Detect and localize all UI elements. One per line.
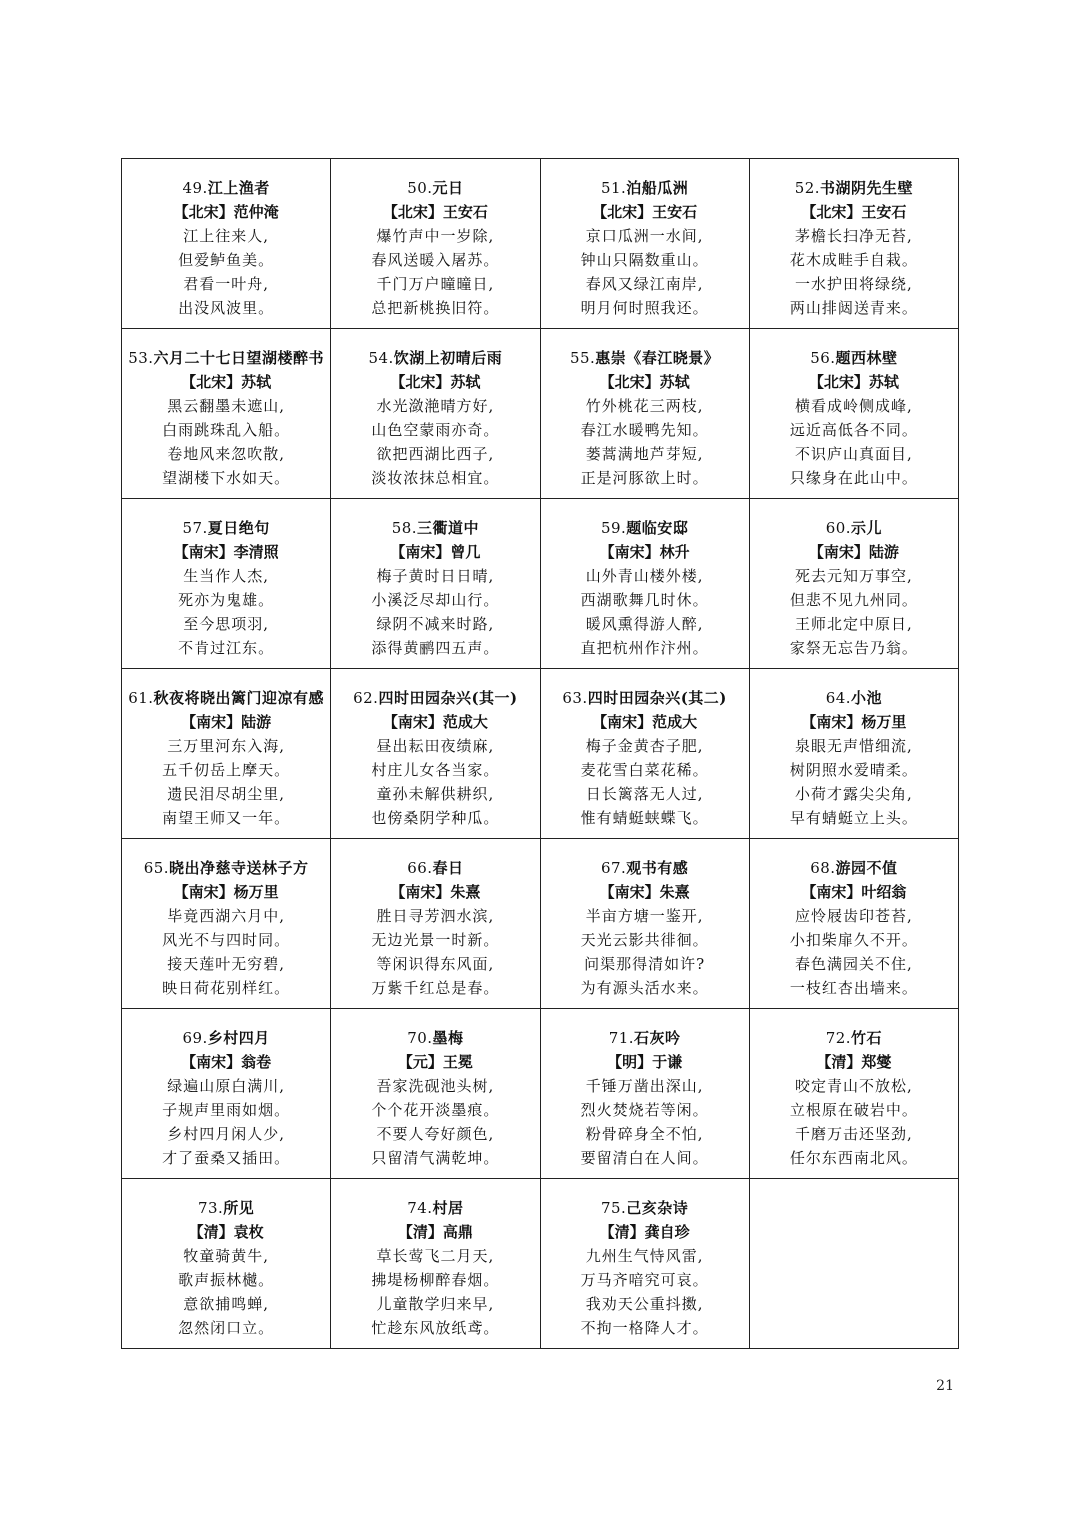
poem-line: 要留清白在人间。 (580, 1149, 709, 1167)
poem-author: 【南宋】李清照 (173, 543, 279, 561)
poem-title-text: 四时田园杂兴(其一) (378, 689, 518, 707)
poem-number: 53. (128, 349, 154, 367)
poem-line: 歌声振林樾。 (178, 1271, 275, 1289)
poem-cell (540, 329, 749, 499)
poem-line: 蒌蒿满地芦芽短, (585, 445, 704, 463)
poem-card (750, 159, 958, 320)
poem-line: 出没风波里。 (178, 299, 275, 317)
poem-line: 但悲不见九州同。 (789, 591, 918, 609)
poem-line: 小荷才露尖尖角, (794, 785, 913, 803)
poem-line: 牧童骑黄牛, (183, 1247, 270, 1265)
poem-line: 水光潋滟晴方好, (376, 397, 495, 415)
poem-title-text: 晓出净慈寺送林子方 (169, 859, 309, 877)
poem-number: 70. (407, 1029, 433, 1047)
poem-line: 生当作人杰, (183, 567, 270, 585)
poem-line: 村庄儿女各当家。 (371, 761, 500, 779)
poem-number: 66. (407, 859, 433, 877)
poem-line: 总把新桃换旧符。 (371, 299, 500, 317)
poem-number: 59. (600, 519, 627, 537)
poem-title (122, 686, 330, 710)
poem-line: 欲把西湖比西子, (376, 445, 495, 463)
poem-title (122, 516, 330, 540)
poem-title (541, 856, 749, 880)
poem-author: 【北宋】苏轼 (390, 373, 481, 391)
poem-table-body (122, 159, 959, 1349)
poem-author: 【北宋】范仲淹 (173, 203, 279, 221)
poem-number: 49. (182, 179, 208, 197)
poem-row (122, 499, 959, 669)
poem-line: 忽然闭口立。 (178, 1319, 275, 1337)
poem-number: 69. (182, 1029, 208, 1047)
poem-line: 万紫千红总是春。 (371, 979, 500, 997)
poem-cell (749, 329, 958, 499)
poem-title (541, 346, 749, 370)
poem-line: 乡村四月闲人少, (167, 1125, 286, 1143)
poem-card (331, 1009, 539, 1170)
poem-line: 千磨万击还坚劲, (794, 1125, 913, 1143)
poem-line: 遗民泪尽胡尘里, (167, 785, 286, 803)
poem-title-text: 己亥杂诗 (626, 1199, 689, 1217)
poem-author: 【南宋】陆游 (808, 543, 899, 561)
poem-title-text: 乡村四月 (207, 1029, 270, 1047)
poem-line: 映日荷花别样红。 (162, 979, 291, 997)
poem-number: 71. (608, 1029, 635, 1047)
poem-card (331, 159, 539, 320)
poem-line: 卷地风来忽吹散, (167, 445, 286, 463)
poem-card (541, 839, 749, 1000)
poem-line: 黑云翻墨未遮山, (167, 397, 286, 415)
poem-number: 52. (794, 179, 821, 197)
poem-line: 日长篱落无人过, (585, 785, 704, 803)
poem-title (331, 346, 539, 370)
poem-cell (122, 1009, 331, 1179)
poem-cell (331, 839, 540, 1009)
poem-line: 等闲识得东风面, (376, 955, 495, 973)
poem-line: 明月何时照我还。 (580, 299, 709, 317)
poem-author: 【南宋】朱熹 (390, 883, 481, 901)
poem-line: 江上往来人, (183, 227, 270, 245)
poem-author: 【元】王冕 (397, 1053, 473, 1071)
poem-line: 烈火焚烧若等闲。 (580, 1101, 709, 1119)
poem-number: 60. (825, 519, 852, 537)
poem-title (331, 1026, 539, 1050)
poem-cell (331, 159, 540, 329)
poem-line: 春江水暖鸭先知。 (580, 421, 709, 439)
poem-line: 忙趁东风放纸鸢。 (371, 1319, 500, 1337)
poem-line: 至今思项羽, (183, 615, 270, 633)
poem-cell (122, 839, 331, 1009)
poem-number: 55. (569, 349, 596, 367)
poem-line: 但爱鲈鱼美。 (178, 251, 275, 269)
poem-line: 千锤万凿出深山, (585, 1077, 704, 1095)
poem-title-text: 竹石 (851, 1029, 883, 1047)
poem-author: 【北宋】苏轼 (181, 373, 272, 391)
poem-cell (122, 669, 331, 839)
poem-line: 问渠那得清如许? (584, 955, 706, 973)
poem-card (750, 669, 958, 830)
poem-title-text: 所见 (223, 1199, 255, 1217)
poem-title-text: 六月二十七日望湖楼醉书 (153, 349, 325, 367)
poem-author: 【南宋】陆游 (181, 713, 272, 731)
poem-title (750, 856, 958, 880)
poem-line: 不拘一格降人才。 (580, 1319, 709, 1337)
poem-cell (122, 499, 331, 669)
poem-cell (749, 159, 958, 329)
poem-title (750, 176, 958, 200)
poem-line: 立根原在破岩中。 (789, 1101, 918, 1119)
poem-title-text: 秋夜将晓出篱门迎凉有感 (153, 689, 325, 707)
poem-title (541, 516, 749, 540)
poem-card (541, 159, 749, 320)
poem-line: 才了蚕桑又插田。 (162, 1149, 291, 1167)
poem-author: 【北宋】苏轼 (808, 373, 899, 391)
poem-author: 【清】高鼎 (397, 1223, 473, 1241)
poem-line: 绿阴不减来时路, (376, 615, 495, 633)
poem-title-text: 惠崇《春江晓景》 (595, 349, 720, 367)
poem-title-text: 三衢道中 (417, 519, 480, 537)
poem-title-text: 题临安邸 (626, 519, 689, 537)
poem-line: 为有源头活水来。 (580, 979, 709, 997)
poem-title (541, 1196, 749, 1220)
poem-author: 【北宋】王安石 (592, 203, 698, 221)
poem-line: 应怜屐齿印苍苔, (794, 907, 913, 925)
poem-line: 风光不与四时同。 (162, 931, 291, 949)
poem-line: 死去元知万事空, (794, 567, 913, 585)
poem-line: 无边光景一时新。 (371, 931, 500, 949)
poem-title-text: 四时田园杂兴(其二) (587, 689, 727, 707)
poem-line: 只留清气满乾坤。 (371, 1149, 500, 1167)
poem-line: 京口瓜洲一水间, (585, 227, 704, 245)
poem-card (541, 1179, 749, 1340)
poem-cell (540, 499, 749, 669)
poem-card (122, 1179, 330, 1340)
poem-line: 儿童散学归来早, (376, 1295, 495, 1313)
poem-line: 淡妆浓抹总相宜。 (371, 469, 500, 487)
poem-row (122, 329, 959, 499)
poem-cell (749, 669, 958, 839)
poem-line: 南望王师又一年。 (162, 809, 291, 827)
poem-number: 58. (391, 519, 418, 537)
poem-title-text: 观书有感 (626, 859, 689, 877)
poem-author: 【南宋】杨万里 (173, 883, 279, 901)
poem-card (331, 669, 539, 830)
poem-line: 一枝红杏出墙来。 (789, 979, 918, 997)
poem-author: 【南宋】翁卷 (181, 1053, 272, 1071)
poem-title-text: 小池 (851, 689, 883, 707)
poem-title (331, 516, 539, 540)
poem-row (122, 159, 959, 329)
poem-number: 54. (368, 349, 394, 367)
poem-card (122, 329, 330, 490)
poem-author: 【南宋】范成大 (382, 713, 488, 731)
poem-number: 63. (562, 689, 588, 707)
poem-line: 童孙未解供耕织, (376, 785, 495, 803)
poem-table (121, 158, 959, 1349)
poem-card (122, 499, 330, 660)
poem-line: 个个花开淡墨痕。 (371, 1101, 500, 1119)
poem-line: 春风送暖入屠苏。 (371, 251, 500, 269)
poem-card (331, 329, 539, 490)
poem-line: 泉眼无声惜细流, (794, 737, 913, 755)
poem-row (122, 1009, 959, 1179)
poem-card (122, 669, 330, 830)
poem-line: 钟山只隔数重山。 (580, 251, 709, 269)
poem-title (122, 1196, 330, 1220)
poem-number: 50. (407, 179, 433, 197)
poem-title (750, 1026, 958, 1050)
poem-row (122, 839, 959, 1009)
poem-line: 死亦为鬼雄。 (178, 591, 275, 609)
poem-cell (331, 329, 540, 499)
poem-author: 【南宋】叶绍翁 (801, 883, 907, 901)
poem-cell (749, 839, 958, 1009)
poem-line: 树阴照水爱晴柔。 (789, 761, 918, 779)
poem-card (331, 1179, 539, 1340)
poem-line: 正是河豚欲上时。 (580, 469, 709, 487)
poem-line: 横看成岭侧成峰, (794, 397, 913, 415)
poem-number: 72. (825, 1029, 852, 1047)
poem-cell (749, 1009, 958, 1179)
poem-author: 【清】龚自珍 (599, 1223, 690, 1241)
poem-line: 粉骨碎身全不怕, (585, 1125, 704, 1143)
poem-card (122, 159, 330, 320)
poem-number: 61. (128, 689, 154, 707)
poem-title-text: 石灰吟 (634, 1029, 681, 1047)
poem-line: 望湖楼下水如天。 (162, 469, 291, 487)
poem-author: 【清】袁枚 (188, 1223, 264, 1241)
poem-line: 绿遍山原白满川, (167, 1077, 286, 1095)
poem-line: 王师北定中原日, (794, 615, 913, 633)
poem-title-text: 元日 (432, 179, 464, 197)
poem-card (541, 329, 749, 490)
poem-line: 山外青山楼外楼, (585, 567, 704, 585)
poem-author: 【北宋】王安石 (801, 203, 907, 221)
poem-author: 【北宋】王安石 (382, 203, 488, 221)
poem-line: 远近高低各不同。 (789, 421, 918, 439)
poem-number: 64. (825, 689, 852, 707)
poem-line: 麦花雪白菜花稀。 (580, 761, 709, 779)
poem-line: 半亩方塘一鉴开, (585, 907, 704, 925)
poem-row (122, 669, 959, 839)
poem-title-text: 江上渔者 (207, 179, 270, 197)
poem-line: 胜日寻芳泗水滨, (376, 907, 495, 925)
poem-title-text: 泊船瓜洲 (626, 179, 689, 197)
poem-line: 君看一叶舟, (183, 275, 270, 293)
poem-line: 添得黄鹂四五声。 (371, 639, 500, 657)
poem-number: 75. (600, 1199, 627, 1217)
poem-title (750, 346, 958, 370)
poem-title-text: 夏日绝句 (207, 519, 270, 537)
poem-title (331, 1196, 539, 1220)
poem-title-text: 游园不值 (835, 859, 898, 877)
poem-card (122, 1009, 330, 1170)
poem-card (331, 499, 539, 660)
poem-line: 爆竹声中一岁除, (376, 227, 495, 245)
poem-line: 九州生气恃风雷, (585, 1247, 704, 1265)
poem-card (750, 1009, 958, 1170)
poem-number: 65. (143, 859, 170, 877)
poem-line: 只缘身在此山中。 (789, 469, 918, 487)
poem-line: 两山排闼送青来。 (789, 299, 918, 317)
poem-card (122, 839, 330, 1000)
poem-author: 【南宋】林升 (599, 543, 690, 561)
poem-title-text: 题西林壁 (835, 349, 898, 367)
poem-line: 花木成畦手自栽。 (789, 251, 918, 269)
poem-title (541, 686, 749, 710)
poem-cell (540, 1179, 749, 1349)
poem-cell (540, 1009, 749, 1179)
poem-title-text: 示儿 (851, 519, 883, 537)
poem-line: 白雨跳珠乱入船。 (162, 421, 291, 439)
poem-title (750, 686, 958, 710)
poem-line: 吾家洗砚池头树, (376, 1077, 495, 1095)
poem-author: 【南宋】朱熹 (599, 883, 690, 901)
poem-card (541, 499, 749, 660)
poem-line: 梅子金黄杏子肥, (585, 737, 704, 755)
poem-number: 62. (353, 689, 379, 707)
poem-line: 惟有蜻蜓蛱蝶飞。 (580, 809, 709, 827)
poem-author: 【南宋】杨万里 (801, 713, 907, 731)
poem-cell (540, 159, 749, 329)
poem-line: 子规声里雨如烟。 (162, 1101, 291, 1119)
poem-line: 五千仞岳上摩天。 (162, 761, 291, 779)
poem-title-text: 饮湖上初晴后雨 (393, 349, 503, 367)
poem-author: 【南宋】范成大 (592, 713, 698, 731)
poem-line: 万马齐喑究可哀。 (580, 1271, 709, 1289)
poem-title (541, 176, 749, 200)
poem-line: 小溪泛尽却山行。 (371, 591, 500, 609)
page-number: 21 (936, 1378, 954, 1394)
poem-line: 茅檐长扫净无苔, (794, 227, 913, 245)
poem-title-text: 墨梅 (432, 1029, 464, 1047)
poem-card (541, 669, 749, 830)
poem-number: 56. (810, 349, 836, 367)
poem-line: 山色空蒙雨亦奇。 (371, 421, 500, 439)
poem-title (331, 686, 539, 710)
poem-line: 直把杭州作汴州。 (580, 639, 709, 657)
poem-line: 竹外桃花三两枝, (585, 397, 704, 415)
poem-row (122, 1179, 959, 1349)
poem-title-text: 春日 (432, 859, 464, 877)
poem-line: 春色满园关不住, (794, 955, 913, 973)
poem-line: 一水护田将绿绕, (794, 275, 913, 293)
poem-cell (331, 499, 540, 669)
poem-line: 家祭无忘告乃翁。 (789, 639, 918, 657)
poem-card (750, 499, 958, 660)
poem-author: 【南宋】曾几 (390, 543, 481, 561)
poem-line: 不要人夸好颜色, (376, 1125, 495, 1143)
empty-cell (749, 1179, 958, 1349)
poem-card (750, 329, 958, 490)
poem-cell (540, 669, 749, 839)
poem-line: 接天莲叶无穷碧, (167, 955, 286, 973)
poem-line: 咬定青山不放松, (794, 1077, 913, 1095)
poem-cell (122, 1179, 331, 1349)
poem-line: 拂堤杨柳醉春烟。 (371, 1271, 500, 1289)
poem-line: 春风又绿江南岸, (585, 275, 704, 293)
poem-cell (540, 839, 749, 1009)
poem-title (331, 176, 539, 200)
poem-card (541, 1009, 749, 1170)
poem-line: 草长莺飞二月天, (376, 1247, 495, 1265)
poem-cell (122, 159, 331, 329)
poem-line: 不识庐山真面目, (794, 445, 913, 463)
poem-number: 67. (600, 859, 627, 877)
poem-line: 三万里河东入海, (167, 737, 286, 755)
poem-title-text: 书湖阴先生壁 (820, 179, 914, 197)
poem-line: 梅子黄时日日晴, (376, 567, 495, 585)
poem-author: 【明】于谦 (607, 1053, 683, 1071)
poem-cell (749, 499, 958, 669)
poem-line: 也傍桑阴学种瓜。 (371, 809, 500, 827)
poem-line: 小扣柴扉久不开。 (789, 931, 918, 949)
poem-number: 73. (197, 1199, 224, 1217)
poem-line: 任尔东西南北风。 (789, 1149, 918, 1167)
poem-line: 暖风熏得游人醉, (585, 615, 704, 633)
poem-cell (122, 329, 331, 499)
poem-title (122, 856, 330, 880)
poem-cell (331, 1179, 540, 1349)
poem-line: 千门万户曈曈日, (376, 275, 495, 293)
poem-number: 57. (182, 519, 208, 537)
poem-line: 我劝天公重抖擞, (585, 1295, 704, 1313)
poem-line: 天光云影共徘徊。 (580, 931, 709, 949)
poem-author: 【清】郑燮 (816, 1053, 892, 1071)
poem-line: 不肯过江东。 (178, 639, 275, 657)
poem-title (331, 856, 539, 880)
poem-title (541, 1026, 749, 1050)
poem-number: 68. (810, 859, 836, 877)
poem-card (331, 839, 539, 1000)
poem-title (122, 1026, 330, 1050)
poem-title (122, 176, 330, 200)
poem-title (750, 516, 958, 540)
poem-number: 51. (600, 179, 627, 197)
poem-line: 西湖歌舞几时休。 (580, 591, 709, 609)
poem-title-text: 村居 (432, 1199, 464, 1217)
poem-line: 意欲捕鸣蝉, (183, 1295, 270, 1313)
poem-cell (331, 1009, 540, 1179)
poem-title (122, 346, 330, 370)
poem-number: 74. (407, 1199, 433, 1217)
poem-card (750, 839, 958, 1000)
poem-line: 早有蜻蜓立上头。 (789, 809, 918, 827)
poem-author: 【北宋】苏轼 (599, 373, 690, 391)
poem-line: 昼出耘田夜绩麻, (376, 737, 495, 755)
poem-cell (331, 669, 540, 839)
poem-line: 毕竟西湖六月中, (167, 907, 286, 925)
